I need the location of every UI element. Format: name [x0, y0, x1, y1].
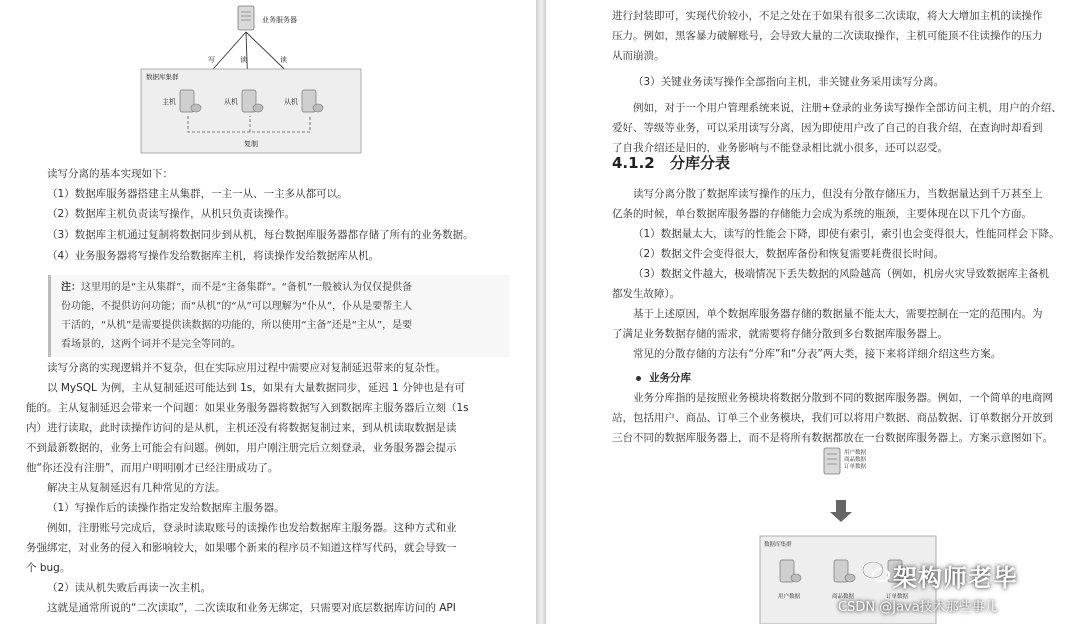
page-gutter — [536, 0, 546, 624]
bullet-body — [612, 388, 1074, 448]
body-line: 读写分离分散了数据库读写操作的压力，但没有分散存储压力，当数据量达到千万甚至上 — [633, 188, 1043, 200]
down-arrow-icon — [830, 500, 852, 522]
server-line-1: 用户数据 — [844, 450, 867, 456]
impl-step-3: （3）数据库主机通过复制将数据同步到从机，每台数据库服务器都存储了所有的业务数据。 — [47, 229, 474, 241]
left-page — [0, 0, 536, 624]
business-server-icon — [824, 448, 840, 474]
body-line: （2）数据文件会变得很大，数据库备份和恢复需要耗费很长时间。 — [633, 248, 945, 260]
body-line: 了满足业务数据存储的需求，就需要将存储分散到多台数据库服务器上。 — [612, 328, 948, 340]
sharding-cluster-label: 数据库集群 — [764, 542, 792, 548]
wechat-icon — [862, 560, 890, 584]
section-title: 分库分表 — [669, 154, 730, 172]
note-prefix: 注： — [61, 282, 81, 293]
db-cluster-box — [140, 68, 362, 154]
body-line: 不到最新数据的，业务上可能会有问题。例如，用户刚注册完后立刻登录，业务服务器会提示 — [26, 442, 457, 454]
body-line: （1）数据量太大，读写的性能会下降，即使有索引，索引也会变得很大，性能同样会下降。 — [633, 228, 1060, 240]
body-line: 读写分离的实现逻辑并不复杂，但在实际应用过程中需要应对复制延迟带来的复杂性。 — [47, 362, 446, 374]
note-line-1: 注：这里用的是“主从集群”，而不是“主备集群”。“备机”一般被认为仅仅提供备 — [61, 282, 413, 293]
body-line: （3）数据文件越大，极端情况下丢失数据的风险越高（例如，机房火灾导致数据库主备机 — [633, 268, 1050, 280]
body-line: （3）关键业务读写操作全部指向主机，非关键业务采用读写分离。 — [633, 76, 945, 88]
section-number: 4.1.2 — [612, 154, 655, 172]
arrow-label-read-2: 读 — [280, 56, 287, 64]
note-line-4: 看场景的，这两个词并不是完全等同的。 — [61, 339, 241, 350]
body-line: 解决主从复制延迟有几种常见的方法。 — [47, 482, 226, 494]
replication-label: 复制 — [244, 140, 258, 148]
bullet-dot-icon — [636, 376, 641, 381]
slave-node-label-2: 从机 — [284, 98, 298, 106]
section-heading — [612, 152, 730, 173]
business-server-label: 业务服务器 — [262, 16, 297, 24]
body-line: 三台不同的数据库服务器上，而不是将所有数据都放在一台数据库服务器上。方案示意图如下。 — [612, 432, 1053, 444]
body-line: 能的。主从复制延迟会带来一个问题：如果业务服务器将数据写入到数据库主服务器后立刻（1s — [26, 402, 469, 414]
note-line-2: 份功能，不提供访问功能；而“从机”的“从”可以理解为“仆从”，仆从是要帮主人 — [61, 301, 413, 312]
db-cluster-label: 数据库集群 — [146, 73, 179, 81]
body-line: （2）读从机失败后再读一次主机。 — [47, 582, 212, 594]
master-node-label: 主机 — [162, 98, 176, 106]
impl-step-1: （1）数据库服务器搭建主从集群，一主一从、一主多从都可以。 — [47, 188, 348, 200]
right-page — [546, 0, 1080, 624]
left-body-text — [26, 358, 516, 618]
body-line: 爱好、等级等业务，可以采用读写分离，因为即使用户改了自己的自我介绍，在查询时却看到 — [612, 122, 1043, 134]
body-line: 基于上述原因，单个数据库服务器存储的数据量不能太大，需要控制在一定的范围内。为 — [633, 308, 1043, 320]
note-box — [48, 275, 509, 357]
body-line: 他“你还没有注册”，而用户明明刚才已经注册成功了。 — [26, 462, 279, 474]
body-line: 压力。例如，黑客暴力破解账号，会导致大量的二次读取操作，主机可能顶不住读操作的压力 — [612, 30, 1043, 42]
body-line: 个 bug。 — [26, 562, 71, 574]
impl-step-2: （2）数据库主机负责读写操作，从机只负责读操作。 — [47, 208, 296, 220]
body-line: 站，包括用户、商品、订单三个业务模块，我们可以将用户数据、商品数据、订单数据分开放到 — [612, 412, 1053, 424]
body-line: 这就是通常所说的“二次读取”，二次读取和业务无绑定，只需要对底层数据库访问的 API — [47, 602, 456, 614]
note-line-3: 干活的，“从机”是需要提供读数据的功能的，所以使用“主备”还是“主从”，是要 — [61, 320, 413, 331]
body-line: （1）写操作后的读操作指定发给数据库主服务器。 — [47, 502, 285, 514]
body-line: 都发生故障）。 — [612, 288, 681, 300]
section-body — [612, 184, 1074, 364]
shard-label-order: 订单数据 — [886, 594, 909, 600]
body-line: 从而崩溃。 — [612, 50, 665, 62]
arrow-label-read-1: 读 — [240, 56, 247, 64]
shard-label-user: 用户数据 — [778, 594, 801, 600]
body-line: 例如，对于一个用户管理系统来说，注册+登录的业务读写操作全部访问主机，用户的介绍、 — [633, 102, 1062, 114]
watermark-csdn: CSDN @Java技术那些事儿 — [838, 600, 998, 615]
body-line: 了自我介绍还是旧的，业务影响与不能登录相比就小很多，还可以忍受。 — [612, 142, 948, 154]
shard-label-product: 商品数据 — [832, 594, 855, 600]
watermark-brand: 架构师老毕 — [893, 564, 1018, 592]
body-line: 进行封装即可，实现代价较小，不足之处在于如果有很多二次读取，将大大增加主机的读操作 — [612, 10, 1043, 22]
body-line: 内）进行读取，此时读操作访问的是从机，主机还没有将数据复制过来，到从机读取数据是读 — [26, 422, 457, 434]
bullet-heading: 业务分库 — [636, 368, 691, 388]
body-line: 亿条的时候，单台数据库服务器的存储能力会成为系统的瓶颈，主要体现在以下几个方面。 — [612, 208, 1032, 220]
impl-step-4: （4）业务服务器将写操作发给数据库主机，将读操作发给数据库从机。 — [47, 250, 380, 262]
server-line-2: 商品数据 — [844, 457, 867, 463]
body-line: 业务分库指的是按照业务模块将数据分散到不同的数据库服务器。例如，一个简单的电商网 — [633, 392, 1053, 404]
body-line: 务强绑定，对业务的侵入和影响较大，如果哪个新来的程序员不知道这样写代码，就会导致一 — [26, 542, 457, 554]
body-line: 以 MySQL 为例，主从复制延迟可能达到 1s，如果有大量数据同步，延迟 1 分钟也是有可 — [47, 382, 466, 394]
slave-node-label-1: 从机 — [224, 98, 238, 106]
server-line-3: 订单数据 — [844, 464, 867, 470]
body-line: 常见的分散存储的方法有“分库”和“分表”两大类，接下来将详细介绍这些方案。 — [633, 348, 1002, 360]
arrow-label-write: 写 — [208, 56, 215, 64]
right-top-text — [612, 6, 1072, 158]
business-server-icon — [238, 6, 254, 30]
body-line: 例如，注册账号完成后，登录时读取账号的读操作也发给数据库主服务器。这种方式和业 — [47, 522, 457, 534]
impl-intro: 读写分离的基本实现如下： — [47, 168, 173, 180]
